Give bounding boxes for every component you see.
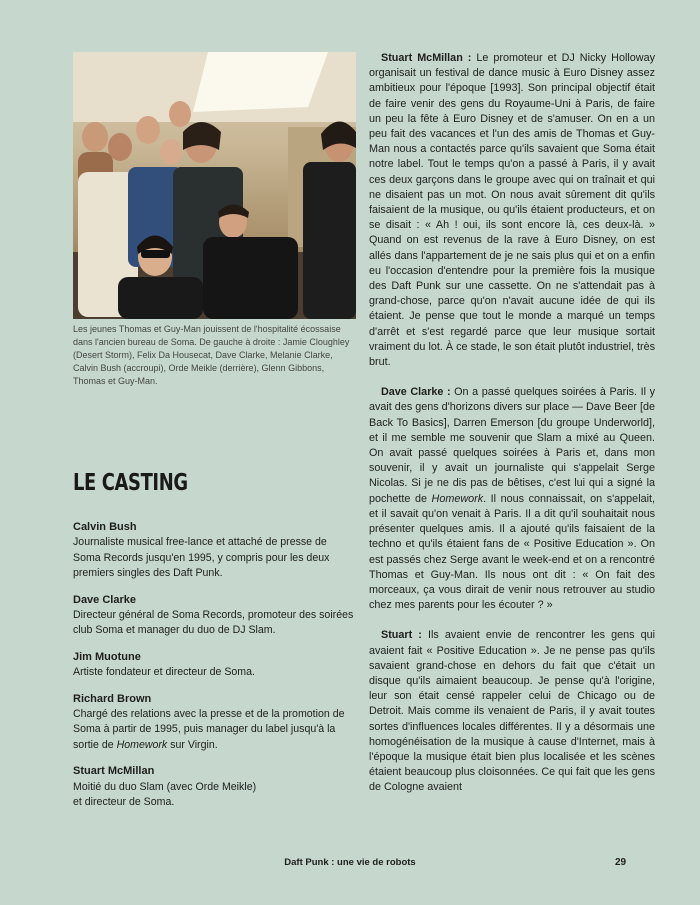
interview-paragraph — [369, 385, 655, 613]
cast-description — [73, 707, 356, 753]
interview-paragraph — [369, 51, 655, 370]
cast-description: et directeur de Soma. — [73, 796, 175, 809]
cast-description: Directeur général de Soma Records, promoteur des soirées club Soma et manager du duo de DJ Slam. — [73, 609, 354, 637]
group-photo — [73, 52, 356, 319]
cast-entry — [73, 692, 356, 754]
cast-entry — [73, 764, 356, 810]
cast-description: Artiste fondateur et directeur de Soma. — [73, 666, 255, 679]
paragraph-text: Le promoteur et DJ Nicky Holloway organisait un festival de dance music à Euro Disney assez ambitieux pour l'époque [1993]. Son principal objectif était de faire venir des gens du Royaume-Uni à Paris, de faire un peu la fête à Euro Disney et de s'amuser. On en a un peu fait des vacances et l'un des amis de Thomas et Guy-Man nous a contactés parce qu'ils savaient que Soma était notre label. Tout le temps qu'on a passé à Paris, il y avait ces deux garçons dans le groupe avec qui on traînait et qui ne disaient pas un mot. On nous avait sûrement dit qu'ils faisaient de la musique, ou qu'ils étaient producteurs, et on se disait : « Ah ! oui, ils sont encore là, ces deux-là. » Quand on est revenus de la rave à Euro Disney, on est allés dans l'appartement de je ne sais plus qui et on a enfin eu l'occasion d'entendre pour la première fois la musique des Daft Punk sur une cassette. On ne s'attendait pas à grand-chose, parce qu'on n'avait aucune idée de qui ils étaient. Je pense que tout le monde a marqué un temps d'arrêt et s'est regardé parce que leur musique sortait vraiment du lot. À ce stade, le son était plutôt industriel, très brut. — [369, 52, 655, 369]
cast-description: Journaliste musical free-lance et attaché de presse de Soma Records jusqu'en 1995, y compris pour les deux premiers singles des Daft Punk. — [73, 536, 330, 580]
interview-paragraph — [369, 628, 655, 795]
paragraph-text: Ils avaient envie de rencontrer les gens qui avaient fait « Positive Education ». Je ne pense pas qu'ils savaient grand-chose en dehors du fait que c'était un disque qu'ils aimaient beaucoup. Je pense qu'à l'origine, leur son était censé rappeler celui de Chicago ou de Detroit. Mais comme ils venaient de Paris, il y avait toutes sortes d'influences locales différentes. Il y a désormais une homogénéisation de la musique à cause d'Internet, mais à l'époque la musique était bien plus localisée et les scènes étaient beaucoup plus cloisonnées. Ce qui fait que les gens de Cologne avaient — [369, 629, 656, 794]
cast-description: Moitié du duo Slam (avec Orde Meikle) — [73, 780, 257, 793]
running-footer: Daft Punk : une vie de robots — [284, 857, 416, 868]
cast-name: Jim Muotune — [73, 650, 141, 663]
cast-name: Stuart McMillan — [73, 765, 155, 778]
cast-description-text: sur Virgin. — [167, 738, 218, 751]
cast-name: Richard Brown — [73, 692, 152, 705]
paragraph-text: . Il nous connaissait, on s'appelait, et il savait qu'on venait à Paris. Il a dit qu'il souhaitait nous présenter quelques amis. Il a ajouté qu'ils faisaient de la techno et qu'ils étaient fans de « Positive Education ». On est passés chez Serge avant le week-end et on a rencontré Thomas et Guy-Man. Ils nous ont dit : « On fait des morceaux, ça vous dirait de venir nous retrouver au studio chez mes parents pour les écouter ? » — [369, 492, 655, 612]
casting-heading: LE CASTING — [73, 470, 188, 496]
photo-caption: Les jeunes Thomas et Guy-Man jouissent de l'hospitalité écossaise dans l'ancien bureau de Soma. De gauche à droite : Jamie Cloughley (Desert Storm), Felix Da Housecat, Dave Clarke, Melanie Clarke, Calvin Bush (accroupi), Orde Meikle (derrière), Glenn Gibbons, Thomas et Guy-Man. — [73, 324, 350, 386]
cast-description-text: Chargé des relations avec la presse et de la promotion de Soma à partir de 1995, puis manager du label jusqu'à la sortie de — [73, 708, 345, 751]
paragraph-text: On a passé quelques soirées à Paris. Il y avait des gens d'horizons divers sur place — Dave Beer [de Back To Basics], Darren Emerson [du groupe Underworld], et il me semble me souvenir que Slam a mixé au Queen. On avait passé quelques soirées à Paris et, dans mon souvenir, il y avait un journaliste qui s'appelait Serge Nicolas. Si je ne dis pas de bêtises, c'est lui qui a signé la pochette de — [369, 386, 656, 505]
album-title: Homework — [116, 738, 168, 751]
cast-entry — [73, 520, 356, 582]
cast-name: Calvin Bush — [73, 521, 137, 533]
cast-entry — [73, 593, 356, 639]
speaker-name: Stuart : — [381, 629, 422, 642]
page-number: 29 — [615, 857, 627, 868]
casting-list — [73, 520, 356, 822]
cast-entry — [73, 650, 356, 681]
album-title: Homework — [431, 492, 484, 505]
speaker-name: Stuart McMillan : — [381, 52, 472, 64]
cast-name: Dave Clarke — [73, 593, 136, 606]
speaker-name: Dave Clarke : — [381, 386, 451, 399]
interview-column — [369, 51, 655, 811]
